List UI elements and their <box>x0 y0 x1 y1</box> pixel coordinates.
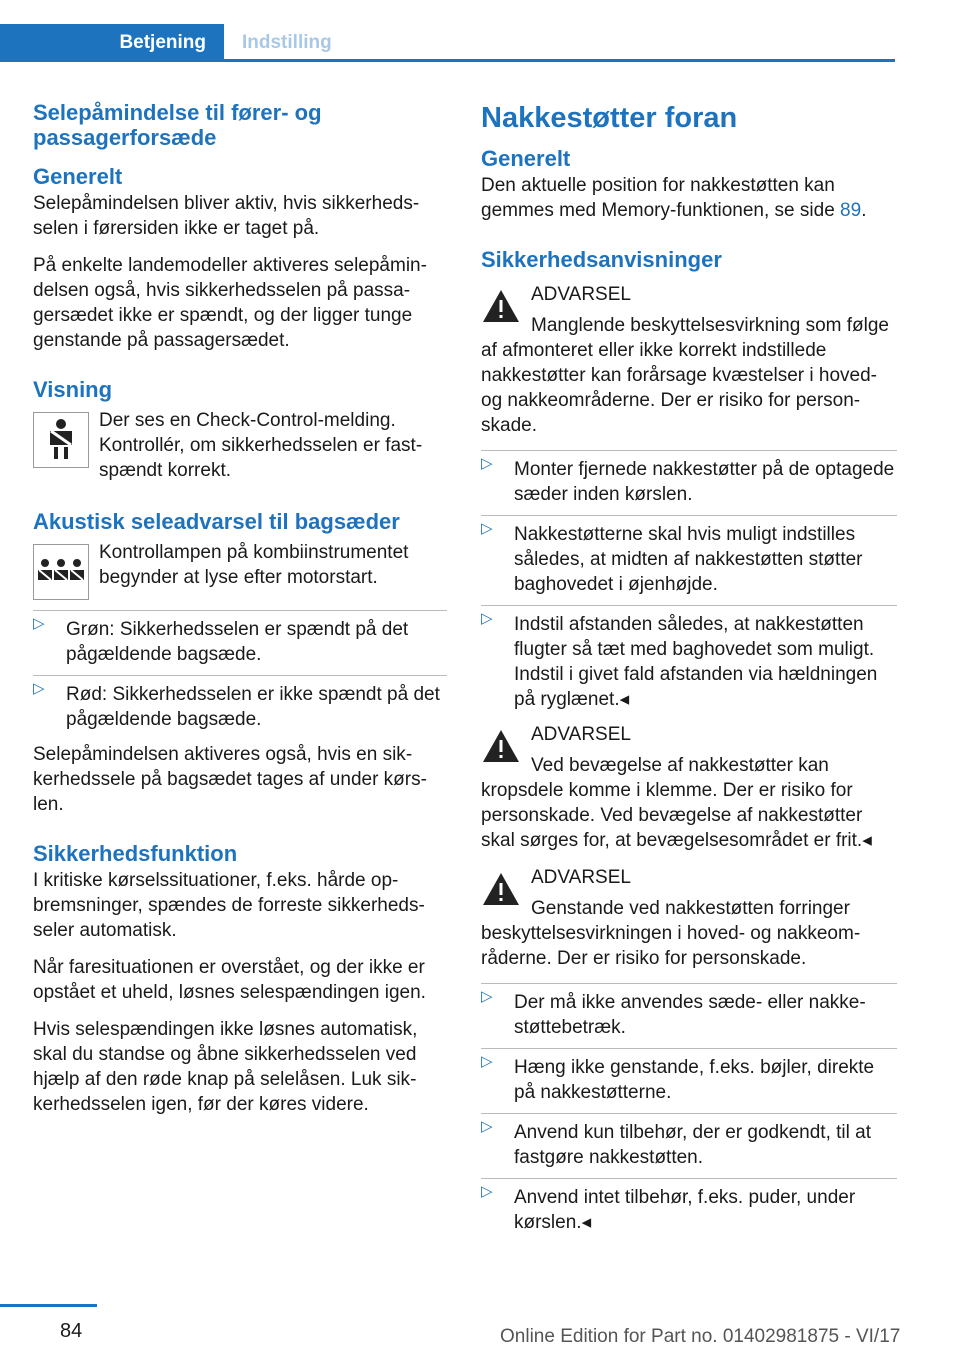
header-rule <box>0 59 895 62</box>
akustisk-bullets <box>33 610 447 732</box>
seatbelt-warning-icon <box>33 412 89 468</box>
warning-label: ADVARSEL <box>531 867 631 888</box>
warning-triangle-icon <box>481 288 521 324</box>
list-item: ▷ Rød: Sikkerhedsselen er ikke spændt på det pågældende bagsæde. <box>33 675 447 732</box>
visning-text: Der ses en Check-Control-melding. Kontrollér, om sikkerhedsselen er fastspændt korrekt. <box>99 410 423 481</box>
paragraph: Selepåmindelsen bliver aktiv, hvis sikkerhedsselen i førersiden ikke er taget på. <box>33 193 420 239</box>
list-item: ▷ Monter fjernede nakkestøtter på de optagede sæder inden kørslen. <box>481 450 897 507</box>
list-item: ▷ Anvend kun tilbehør, der er godkendt, til at fastgøre nakkestøtten. <box>481 1113 897 1170</box>
rear-seatbelt-icon <box>33 544 89 600</box>
akustisk-row <box>33 540 447 596</box>
chapter-tabs <box>0 24 895 62</box>
list-item: ▷ Nakkestøtterne skal hvis muligt indstilles således, at midten af nakkestøtten støtter baghovedet i øjenhøjde. <box>481 515 897 597</box>
warning-bullets <box>481 983 897 1235</box>
heading-sikkerhedsfunktion: Sikkerhedsfunktion <box>33 841 238 866</box>
heading-visning: Visning <box>33 377 113 402</box>
warning-text: Ved bevægelse af nakkestøtter kan kropsdele komme i klemme. Der er risiko for personskade. Ved bevægelse af nakkestøtter skal sørges for, at bevægelsesområdet er frit.◂ <box>481 755 872 851</box>
paragraph: Den aktuelle position for nakkestøtten kan gemmes med Memory-funktionen, se side 89. <box>481 175 867 221</box>
heading-generelt-right: Generelt <box>481 146 571 171</box>
warning-block <box>481 722 897 853</box>
warning-triangle-icon <box>481 871 521 907</box>
tab-betjening[interactable]: Betjening <box>0 24 224 62</box>
heading-akustisk: Akustisk seleadvarsel til bagsæder <box>33 509 400 534</box>
visning-row <box>33 408 447 483</box>
warning-text: Manglende beskyttelsesvirkning som følge af afmonteret eller ikke korrekt indstillede nakkestøtter kan forårsage kvæstelser i hoved- og nakkeområderne. Der er risiko for personskade. <box>481 315 890 436</box>
warning-block <box>481 865 897 971</box>
list-item: ▷ Grøn: Sikkerhedsselen er spændt på det pågældende bagsæde. <box>33 610 447 667</box>
heading-sikkerhedsanvisninger: Sikkerhedsanvisninger <box>481 247 722 272</box>
paragraph: Selepåmindelsen aktiveres også, hvis en sikkerhedssele på bagsædet tages af under kørslen. <box>33 744 427 815</box>
edition-footer: Online Edition for Part no. 01402981875 - VI/17 <box>500 1326 901 1347</box>
warning-bullets <box>481 450 897 712</box>
list-item: ▷ Der må ikke anvendes sæde- eller nakkestøttebetræk. <box>481 983 897 1040</box>
section-title-nakkestoetter: Nakkestøtter foran <box>481 102 738 134</box>
tab-indstilling[interactable]: Indstilling <box>242 32 332 53</box>
warning-block <box>481 282 897 438</box>
left-column <box>33 100 447 1129</box>
paragraph: På enkelte landemodeller aktiveres selepåmindelsen også, hvis sikkerhedsselen på passagersædet ikke er spændt, og der ligger tunge genstande på passagersædet. <box>33 255 427 351</box>
paragraph: Hvis selespændingen ikke løsnes automatisk, skal du standse og åbne sikkerhedsselen ved hjælp af den røde knap på selelåsen. Luk sikkerhedsselen igen, før der køres videre. <box>33 1019 418 1115</box>
page-number: 84 <box>60 1320 83 1342</box>
footer-rule <box>0 1304 97 1307</box>
page-link-89[interactable]: 89 <box>840 200 862 221</box>
akustisk-text: Kontrollampen på kombiinstrumentet begynder at lyse efter motorstart. <box>99 542 409 588</box>
heading-generelt: Generelt <box>33 164 123 189</box>
warning-label: ADVARSEL <box>531 284 631 305</box>
list-item: ▷ Indstil afstanden således, at nakkestøtten flugter så tæt med baghovedet som muligt. Indstil i givet fald afstanden via hældningen på ryglænet.◂ <box>481 605 897 712</box>
right-column <box>481 100 897 1245</box>
paragraph: I kritiske kørselssituationer, f.eks. hårde opbremsninger, spændes de forreste sikkerhedsseler automatisk. <box>33 870 425 941</box>
list-item: ▷ Anvend intet tilbehør, f.eks. puder, under kørslen.◂ <box>481 1178 897 1235</box>
section-title-selepaamindelse: Selepåmindelse til fører- og passagerforsæde <box>33 100 322 150</box>
warning-triangle-icon <box>481 728 521 764</box>
list-item: ▷ Hæng ikke genstande, f.eks. bøjler, direkte på nakkestøtterne. <box>481 1048 897 1105</box>
warning-label: ADVARSEL <box>531 724 631 745</box>
paragraph: Når faresituationen er overstået, og der ikke er opstået et uheld, løsnes selespændingen igen. <box>33 957 426 1003</box>
warning-text: Genstande ved nakkestøtten forringer beskyttelsesvirkningen i hoved- og nakkeområderne. Der er risiko for personskade. <box>481 898 861 969</box>
